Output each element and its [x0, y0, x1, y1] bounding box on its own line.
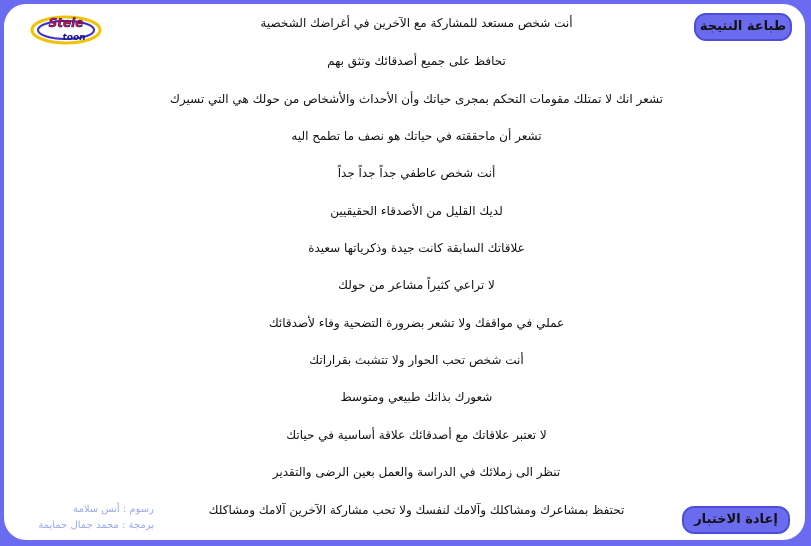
- credits: [22, 502, 154, 534]
- result-line: تحافظ على جميع أصدقائك وتثق بهم: [327, 54, 506, 68]
- result-line: علاقاتك السابقة كانت جيدة وذكرياتها سعيدة: [308, 241, 525, 255]
- result-line: عملي في مواقفك ولا تشعر بضرورة التضحية وفاء لأصدقائك: [268, 316, 565, 330]
- credits-programming: برمجة : محمد جمال حمايمة: [38, 520, 154, 531]
- main-panel: [4, 4, 805, 540]
- credits-drawings: رسوم : أنس سلامة: [73, 504, 154, 515]
- result-line: لا تراعي كثيراً مشاعر من حولك: [338, 278, 495, 292]
- stele-toon-logo-icon: [28, 10, 104, 48]
- print-result-button[interactable]: طباعة النتيجة: [694, 13, 792, 41]
- svg-text:toon: toon: [62, 33, 86, 43]
- result-line: أنت شخص عاطفي جداً جداً جداً: [337, 166, 496, 180]
- svg-text:Stele: Stele: [48, 16, 84, 30]
- result-line: تنظر الى زملائك في الدراسة والعمل بعين الرضى والتقدير: [272, 465, 561, 479]
- result-line: تحتفظ بمشاعرك ومشاكلك وآلامك لنفسك ولا تحب مشاركة الآخرين آلامك ومشاكلك: [208, 503, 625, 517]
- result-line: تشعر أن ماحققته في حياتك هو نصف ما تطمح اليه: [291, 129, 542, 143]
- result-line: أنت شخص مستعد للمشاركة مع الآخرين في أغراضك الشخصية: [260, 16, 573, 30]
- result-line: أنت شخص تحب الحوار ولا تتشبث بقراراتك: [309, 353, 524, 367]
- result-line: لا تعتبر علاقاتك مع أصدقائك علاقة أساسية في حياتك: [286, 428, 547, 442]
- result-line: لديك القليل من الأصدقاء الحقيقيين: [330, 204, 503, 218]
- retake-test-button[interactable]: إعادة الاختبار: [682, 506, 790, 534]
- results-list: [144, 12, 689, 532]
- result-line: شعورك بذاتك طبيعي ومتوسط: [340, 390, 493, 404]
- result-line: تشعر انك لا تمتلك مقومات التحكم بمجرى حياتك وأن الأحداث والأشخاص من حولك هي التي تسيرك: [170, 92, 663, 106]
